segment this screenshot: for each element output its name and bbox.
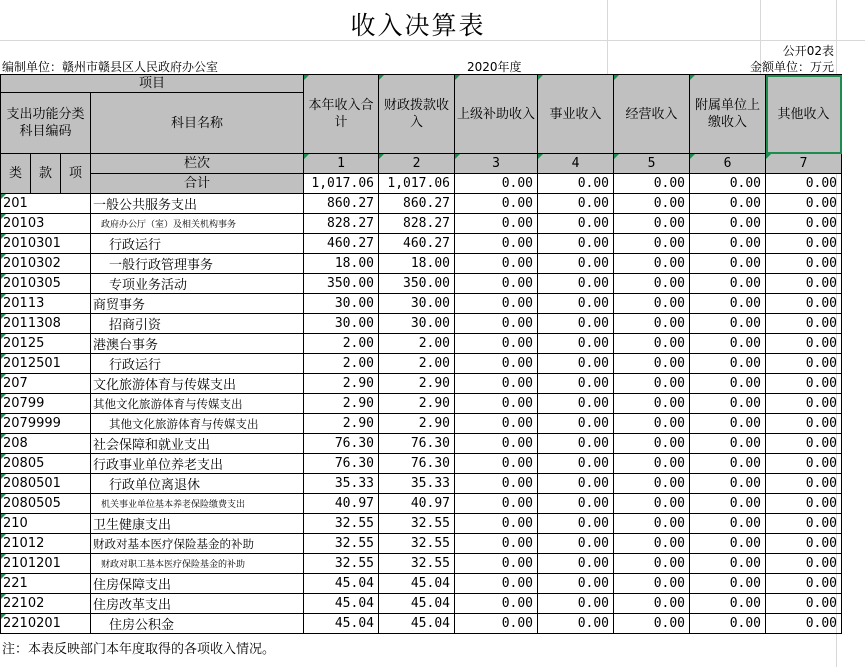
row-value[interactable]: 0.00 [538,414,614,434]
row-value[interactable]: 0.00 [766,194,842,214]
row-value[interactable]: 0.00 [538,594,614,614]
row-value[interactable]: 45.04 [379,614,455,634]
table-row [1,454,842,474]
row-value[interactable]: 0.00 [614,514,690,534]
row-value[interactable]: 35.33 [379,474,455,494]
row-value[interactable]: 0.00 [455,594,538,614]
row-value[interactable]: 0.00 [614,274,690,294]
row-value[interactable]: 0.00 [614,394,690,414]
row-value[interactable]: 32.55 [304,554,379,574]
row-value[interactable]: 2.90 [379,374,455,394]
fiscal-year: 2020年度 [467,60,522,74]
row-value[interactable]: 0.00 [614,474,690,494]
table-row [1,414,842,434]
table-row [1,514,842,534]
table-row [1,494,842,514]
row-code[interactable]: 207 [1,374,91,394]
col-header-7[interactable]: 其他收入 [766,75,842,154]
row-value[interactable]: 30.00 [304,314,379,334]
row-value[interactable]: 0.00 [455,454,538,474]
header-code-label: 支出功能分类科目编码 [1,93,91,154]
row-code[interactable]: 2210201 [1,614,91,634]
row-code[interactable]: 22102 [1,594,91,614]
total-cell[interactable]: 0.00 [766,174,842,194]
row-value[interactable]: 0.00 [538,254,614,274]
row-value[interactable]: 0.00 [614,194,690,214]
row-value[interactable]: 0.00 [614,454,690,474]
row-value[interactable]: 0.00 [455,254,538,274]
row-value[interactable]: 0.00 [766,214,842,234]
table-row [1,354,842,374]
row-value[interactable]: 0.00 [538,474,614,494]
row-value[interactable]: 0.00 [766,314,842,334]
row-value[interactable]: 860.27 [379,194,455,214]
col-number: 3 [455,154,538,174]
row-value[interactable]: 0.00 [766,614,842,634]
row-name[interactable]: 其他文化旅游体育与传媒支出 [91,394,304,414]
row-code[interactable]: 20805 [1,454,91,474]
row-value[interactable]: 45.04 [379,574,455,594]
row-code[interactable]: 2011308 [1,314,91,334]
row-value[interactable]: 45.04 [379,594,455,614]
row-value[interactable]: 30.00 [304,294,379,314]
row-value[interactable]: 0.00 [690,394,766,414]
row-value[interactable]: 0.00 [614,374,690,394]
row-value[interactable]: 0.00 [690,574,766,594]
col-number: 7 [766,154,842,174]
row-value[interactable]: 32.55 [304,514,379,534]
row-value[interactable]: 0.00 [614,434,690,454]
row-value[interactable]: 40.97 [304,494,379,514]
row-value[interactable]: 0.00 [455,274,538,294]
table-body [1,194,842,634]
row-value[interactable]: 76.30 [379,454,455,474]
row-value[interactable]: 0.00 [455,334,538,354]
row-value[interactable]: 0.00 [614,414,690,434]
row-value[interactable]: 0.00 [614,234,690,254]
row-value[interactable]: 2.00 [304,334,379,354]
row-value[interactable]: 0.00 [614,614,690,634]
row-value[interactable]: 2.90 [304,414,379,434]
row-value[interactable]: 0.00 [538,574,614,594]
table-row [1,594,842,614]
row-value[interactable]: 0.00 [455,194,538,214]
table-row [1,314,842,334]
row-value[interactable]: 76.30 [304,454,379,474]
row-value[interactable]: 32.55 [304,534,379,554]
col-number: 6 [690,154,766,174]
row-value[interactable]: 0.00 [455,234,538,254]
row-value[interactable]: 0.00 [690,274,766,294]
row-code[interactable]: 2101201 [1,554,91,574]
row-value[interactable]: 0.00 [455,374,538,394]
row-value[interactable]: 2.90 [304,374,379,394]
table-row [1,294,842,314]
col-number: 5 [614,154,690,174]
row-value[interactable]: 0.00 [538,514,614,534]
row-value[interactable]: 0.00 [766,474,842,494]
row-value[interactable]: 0.00 [766,554,842,574]
col-number: 1 [304,154,379,174]
row-value[interactable]: 0.00 [614,214,690,234]
row-value[interactable]: 0.00 [690,314,766,334]
table-row [1,394,842,414]
row-value[interactable]: 0.00 [614,314,690,334]
table-row [1,534,842,554]
row-value[interactable]: 0.00 [690,374,766,394]
row-value[interactable]: 0.00 [690,354,766,374]
row-value[interactable]: 0.00 [455,434,538,454]
row-value[interactable]: 0.00 [690,534,766,554]
table-row [1,214,842,234]
table-row [1,234,842,254]
row-value[interactable]: 2.00 [379,354,455,374]
row-value[interactable]: 0.00 [455,534,538,554]
row-value[interactable]: 0.00 [690,594,766,614]
row-value[interactable]: 860.27 [304,194,379,214]
row-value[interactable]: 45.04 [304,614,379,634]
table-row [1,614,842,634]
row-value[interactable]: 0.00 [455,554,538,574]
row-value[interactable]: 0.00 [538,394,614,414]
row-name[interactable]: 专项业务活动 [91,274,304,294]
row-value[interactable]: 0.00 [614,554,690,574]
row-value[interactable]: 0.00 [690,214,766,234]
row-code[interactable]: 221 [1,574,91,594]
row-name[interactable]: 行政运行 [91,354,304,374]
table-row [1,554,842,574]
row-code[interactable]: 2080501 [1,474,91,494]
row-value[interactable]: 0.00 [766,274,842,294]
header-kuan: 款 [31,154,61,194]
row-value[interactable]: 32.55 [379,514,455,534]
row-value[interactable]: 0.00 [766,594,842,614]
row-name[interactable]: 财政对职工基本医疗保险基金的补助 [91,554,304,574]
row-code[interactable]: 208 [1,434,91,454]
row-value[interactable]: 0.00 [455,614,538,634]
row-value[interactable]: 0.00 [690,234,766,254]
total-cell[interactable]: 1,017.06 [304,174,379,194]
row-value[interactable]: 0.00 [538,334,614,354]
row-value[interactable]: 32.55 [379,534,455,554]
row-value[interactable]: 0.00 [538,534,614,554]
row-value[interactable]: 0.00 [614,494,690,514]
row-value[interactable]: 0.00 [690,614,766,634]
header-lei: 类 [1,154,31,194]
row-value[interactable]: 0.00 [538,374,614,394]
row-name[interactable]: 机关事业单位基本养老保险缴费支出 [91,494,304,514]
income-table [0,74,842,634]
row-name[interactable]: 其他文化旅游体育与传媒支出 [91,414,304,434]
row-value[interactable]: 0.00 [766,414,842,434]
row-value[interactable]: 0.00 [690,554,766,574]
row-value[interactable]: 0.00 [690,294,766,314]
row-value[interactable]: 40.97 [379,494,455,514]
row-code[interactable]: 20799 [1,394,91,414]
row-value[interactable]: 0.00 [538,434,614,454]
row-value[interactable]: 0.00 [614,534,690,554]
header-heji: 合计 [91,174,304,194]
row-value[interactable]: 0.00 [455,294,538,314]
form-number: 公开02表 [782,44,834,58]
row-value[interactable]: 35.33 [304,474,379,494]
row-value[interactable]: 828.27 [304,214,379,234]
row-name[interactable]: 商贸事务 [91,294,304,314]
row-value[interactable]: 0.00 [690,494,766,514]
row-code[interactable]: 210 [1,514,91,534]
row-value[interactable]: 460.27 [379,234,455,254]
row-value[interactable]: 45.04 [304,574,379,594]
table-row [1,574,842,594]
row-value[interactable]: 0.00 [455,394,538,414]
col-header-2: 财政拨款收入 [379,75,455,154]
row-value[interactable]: 0.00 [455,354,538,374]
row-value[interactable]: 0.00 [538,194,614,214]
row-code[interactable]: 2012501 [1,354,91,374]
row-value[interactable]: 0.00 [766,374,842,394]
row-value[interactable]: 0.00 [538,294,614,314]
row-value[interactable]: 0.00 [538,314,614,334]
row-value[interactable]: 2.90 [304,394,379,414]
row-value[interactable]: 0.00 [766,494,842,514]
row-value[interactable]: 0.00 [766,454,842,474]
row-value[interactable]: 0.00 [455,414,538,434]
row-name[interactable]: 港澳台事务 [91,334,304,354]
row-value[interactable]: 0.00 [690,334,766,354]
total-cell[interactable]: 0.00 [690,174,766,194]
row-value[interactable]: 0.00 [538,354,614,374]
row-name[interactable]: 招商引资 [91,314,304,334]
row-value[interactable]: 0.00 [766,294,842,314]
row-name[interactable]: 住房公积金 [91,614,304,634]
total-cell[interactable]: 0.00 [614,174,690,194]
row-value[interactable]: 0.00 [614,294,690,314]
row-value[interactable]: 0.00 [690,194,766,214]
col-header-1: 本年收入合计 [304,75,379,154]
row-name[interactable]: 文化旅游体育与传媒支出 [91,374,304,394]
row-value[interactable]: 0.00 [455,314,538,334]
row-value[interactable]: 0.00 [766,574,842,594]
compiling-unit: 编制单位：赣州市赣县区人民政府办公室 [2,60,219,74]
row-name[interactable]: 行政单位离退休 [91,474,304,494]
row-value[interactable]: 0.00 [766,394,842,414]
header-item: 项目 [1,75,304,93]
total-cell[interactable]: 0.00 [455,174,538,194]
page-title: 收入决算表 [350,11,486,40]
total-cell[interactable]: 1,017.06 [379,174,455,194]
row-value[interactable]: 0.00 [538,234,614,254]
row-value[interactable]: 0.00 [766,334,842,354]
row-value[interactable]: 0.00 [455,494,538,514]
header-name-label: 科目名称 [91,93,304,154]
row-value[interactable]: 460.27 [304,234,379,254]
row-value[interactable]: 828.27 [379,214,455,234]
row-value[interactable]: 45.04 [304,594,379,614]
row-value[interactable]: 0.00 [766,534,842,554]
row-name[interactable]: 一般公共服务支出 [91,194,304,214]
row-value[interactable]: 0.00 [614,574,690,594]
col-header-3: 上级补助收入 [455,75,538,154]
row-code[interactable]: 201 [1,194,91,214]
header-lanci: 栏次 [91,154,304,174]
row-value[interactable]: 0.00 [538,214,614,234]
row-code[interactable]: 2010302 [1,254,91,274]
row-name[interactable]: 一般行政管理事务 [91,254,304,274]
row-value[interactable]: 0.00 [455,214,538,234]
row-value[interactable]: 350.00 [379,274,455,294]
col-header-4: 事业收入 [538,75,614,154]
table-row [1,274,842,294]
row-value[interactable]: 0.00 [538,614,614,634]
row-name[interactable]: 住房改革支出 [91,594,304,614]
row-name[interactable]: 行政事业单位养老支出 [91,454,304,474]
row-value[interactable]: 0.00 [690,474,766,494]
row-value[interactable]: 0.00 [766,254,842,274]
row-value[interactable]: 0.00 [766,234,842,254]
row-code[interactable]: 20113 [1,294,91,314]
row-name[interactable]: 政府办公厅（室）及相关机构事务 [91,214,304,234]
row-value[interactable]: 76.30 [379,434,455,454]
row-value[interactable]: 0.00 [538,454,614,474]
row-name[interactable]: 财政对基本医疗保险基金的补助 [91,534,304,554]
row-value[interactable]: 0.00 [690,254,766,274]
row-value[interactable]: 18.00 [304,254,379,274]
row-value[interactable]: 0.00 [766,434,842,454]
col-number: 2 [379,154,455,174]
row-value[interactable]: 30.00 [379,294,455,314]
row-value[interactable]: 0.00 [455,474,538,494]
col-header-6: 附属单位上缴收入 [690,75,766,154]
row-value[interactable]: 0.00 [538,554,614,574]
currency-unit: 金额单位：万元 [749,60,834,74]
row-value[interactable]: 0.00 [614,334,690,354]
row-value[interactable]: 30.00 [379,314,455,334]
row-value[interactable]: 32.55 [379,554,455,574]
row-value[interactable]: 0.00 [455,514,538,534]
row-value[interactable]: 0.00 [690,454,766,474]
table-row [1,194,842,214]
row-name[interactable]: 行政运行 [91,234,304,254]
row-value[interactable]: 350.00 [304,274,379,294]
row-value[interactable]: 0.00 [538,274,614,294]
row-value[interactable]: 0.00 [614,254,690,274]
row-name[interactable]: 社会保障和就业支出 [91,434,304,454]
row-value[interactable]: 2.00 [304,354,379,374]
row-value[interactable]: 0.00 [690,434,766,454]
row-code[interactable]: 2080505 [1,494,91,514]
total-cell[interactable]: 0.00 [538,174,614,194]
row-value[interactable]: 0.00 [766,514,842,534]
row-value[interactable]: 0.00 [690,514,766,534]
row-value[interactable]: 0.00 [538,494,614,514]
row-code[interactable]: 20125 [1,334,91,354]
row-value[interactable]: 2.90 [379,394,455,414]
table-row [1,434,842,454]
row-code[interactable]: 2010301 [1,234,91,254]
row-value[interactable]: 0.00 [690,414,766,434]
row-value[interactable]: 2.90 [379,414,455,434]
row-value[interactable]: 76.30 [304,434,379,454]
row-code[interactable]: 21012 [1,534,91,554]
col-header-5: 经营收入 [614,75,690,154]
row-code[interactable]: 2010305 [1,274,91,294]
footnote: 注：本表反映部门本年度取得的各项收入情况。 [2,642,276,657]
table-row [1,474,842,494]
row-code[interactable]: 20103 [1,214,91,234]
row-value[interactable]: 0.00 [614,354,690,374]
row-value[interactable]: 2.00 [379,334,455,354]
row-name[interactable]: 卫生健康支出 [91,514,304,534]
row-value[interactable]: 0.00 [766,354,842,374]
table-row [1,374,842,394]
row-value[interactable]: 0.00 [614,594,690,614]
table-row [1,334,842,354]
header-xiang: 项 [61,154,91,194]
col-number: 4 [538,154,614,174]
row-value[interactable]: 18.00 [379,254,455,274]
row-code[interactable]: 2079999 [1,414,91,434]
row-value[interactable]: 0.00 [455,574,538,594]
row-name[interactable]: 住房保障支出 [91,574,304,594]
table-row [1,254,842,274]
